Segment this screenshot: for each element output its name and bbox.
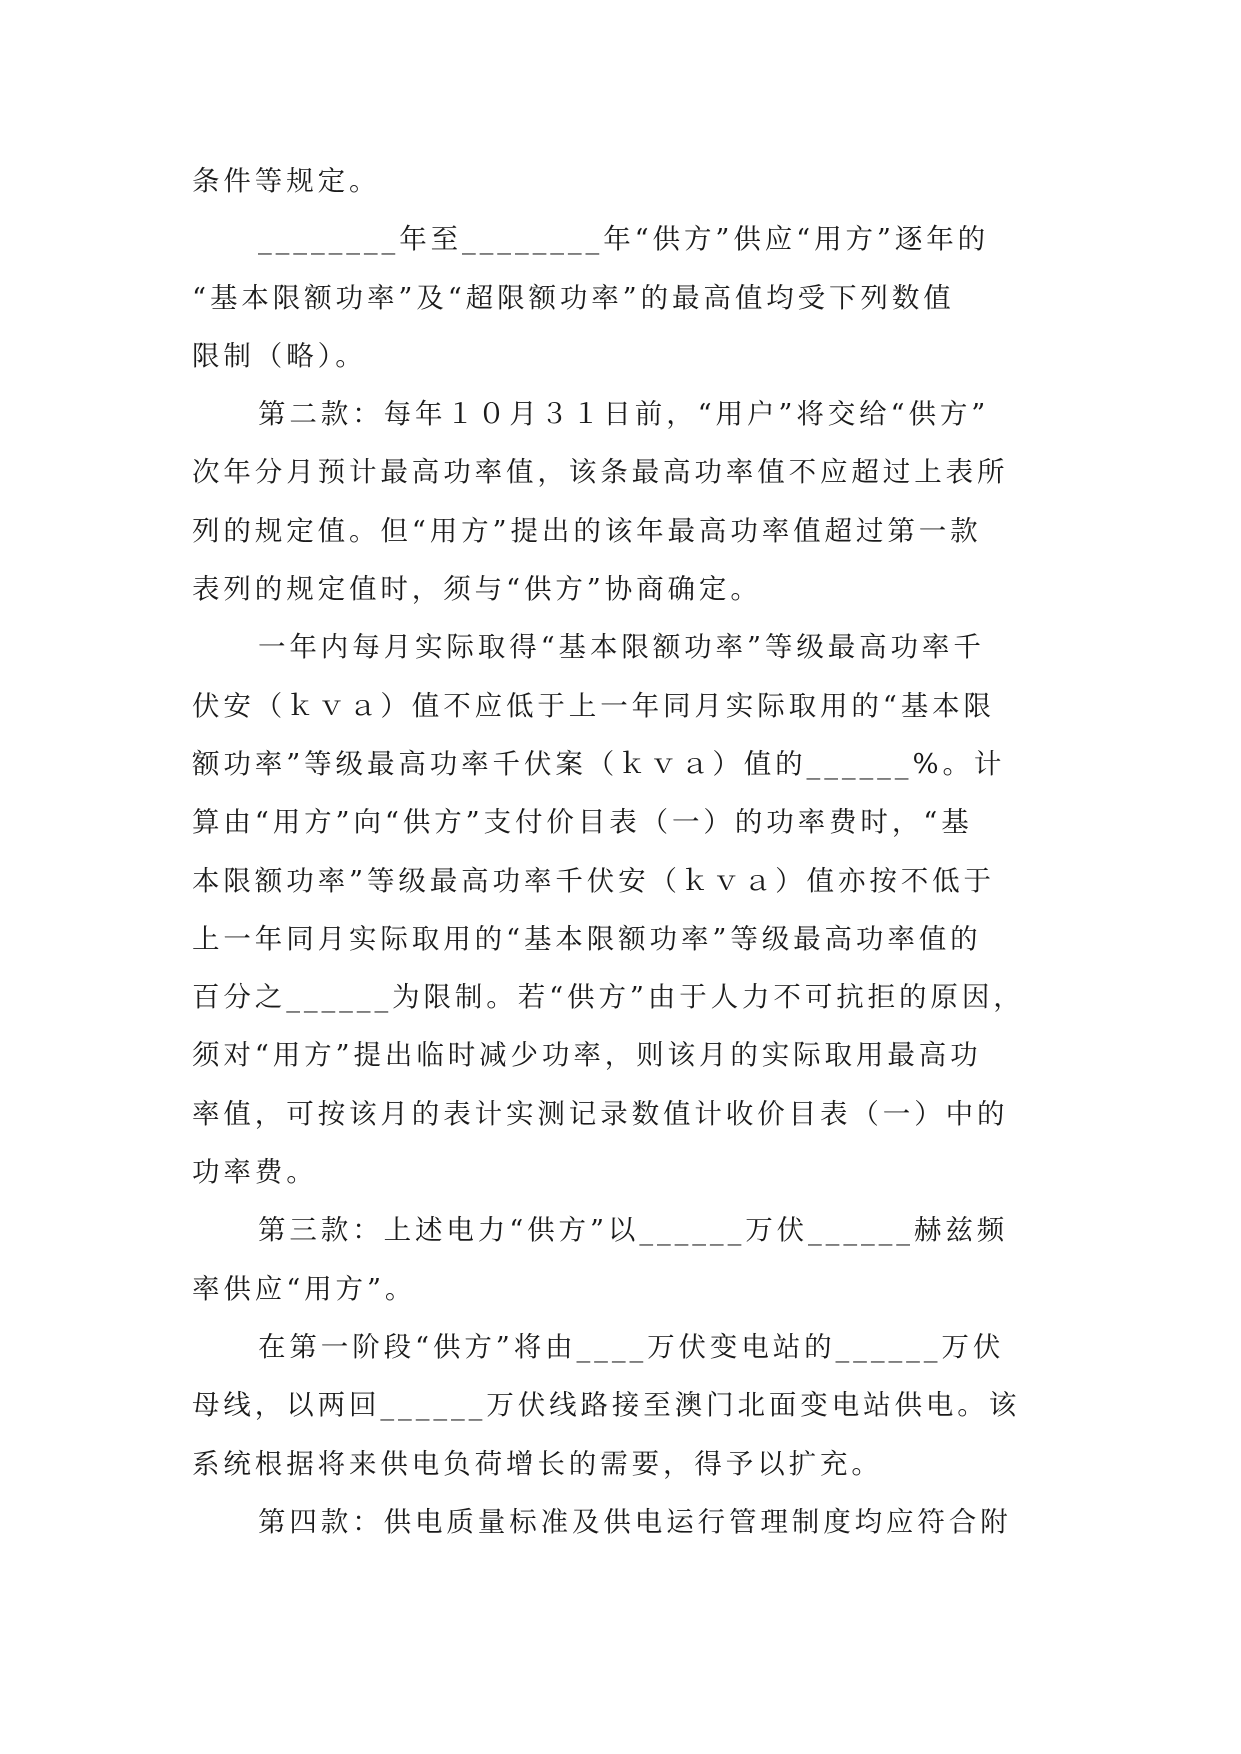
text-line: 伏安（ｋｖａ）值不应低于上一年同月实际取用的“基本限 bbox=[192, 689, 995, 722]
text-line: 一年内每月实际取得“基本限额功率”等级最高功率千 bbox=[258, 631, 985, 664]
text-line: 表列的规定值时，须与“供方”协商确定。 bbox=[192, 573, 762, 606]
text-line: 限制（略）。 bbox=[192, 339, 367, 372]
text-line: 额功率”等级最高功率千伏案（ｋｖａ）值的______%。计 bbox=[192, 747, 1006, 780]
text-line: 条件等规定。 bbox=[192, 165, 381, 197]
text-line: 上一年同月实际取用的“基本限额功率”等级最高功率值的 bbox=[192, 922, 982, 955]
text-line: 须对“用方”提出临时减少功率，则该月的实际取用最高功 bbox=[192, 1039, 982, 1072]
text-line: 第四款：供电质量标准及供电运行管理制度均应符合附 bbox=[258, 1505, 1012, 1538]
text-line: “基本限额功率”及“超限额功率”的最高值均受下列数值 bbox=[192, 281, 955, 314]
text-line: 在第一阶段“供方”将由____万伏变电站的______万伏 bbox=[258, 1330, 1005, 1363]
text-line: 本限额功率”等级最高功率千伏安（ｋｖａ）值亦按不低于 bbox=[192, 864, 995, 897]
text-line: 系统根据将来供电负荷增长的需要，得予以扩充。 bbox=[192, 1447, 883, 1480]
text-line: 母线，以两回______万伏线路接至澳门北面变电站供电。该 bbox=[192, 1389, 1021, 1422]
text-line: 第三款：上述电力“供方”以______万伏______赫兹频 bbox=[258, 1214, 1009, 1247]
text-line: 第二款：每年１０月３１日前，“用户”将交给“供方” bbox=[258, 398, 990, 431]
text-line: ________年至________年“供方”供应“用方”逐年的 bbox=[258, 223, 990, 256]
text-line: 算由“用方”向“供方”支付价目表（一）的功率费时，“基 bbox=[192, 806, 973, 839]
document-body bbox=[192, 152, 1050, 1551]
text-line: 次年分月预计最高功率值，该条最高功率值不应超过上表所 bbox=[192, 456, 1009, 489]
text-line: 列的规定值。但“用方”提出的该年最高功率值超过第一款 bbox=[192, 514, 982, 547]
text-line: 百分之______为限制。若“供方”由于人力不可抗拒的原因， bbox=[192, 981, 1025, 1014]
text-line: 功率费。 bbox=[192, 1156, 318, 1189]
text-line: 率值，可按该月的表计实测记录数值计收价目表（一）中的 bbox=[192, 1097, 1009, 1130]
text-line: 率供应“用方”。 bbox=[192, 1272, 417, 1305]
